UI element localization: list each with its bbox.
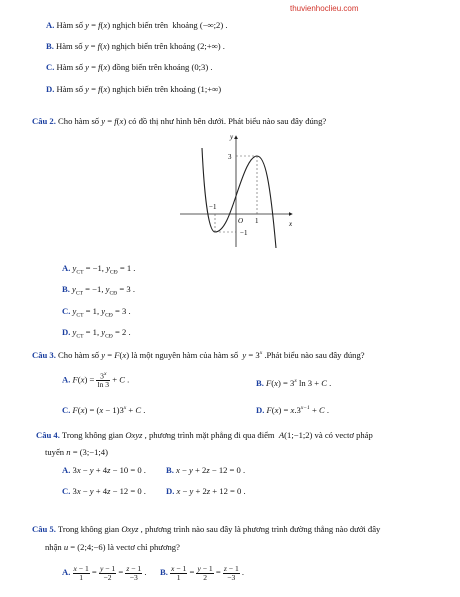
fraction: $\frac{z - 1}{-3}$: [126, 564, 142, 582]
axis-x-label: x: [289, 220, 293, 228]
q5-option-b[interactable]: B. $\frac{x - 1}{1}$ = $\frac{y - 1}{2}$ = $\frac{z - 1}{-3}$ .: [160, 564, 245, 582]
q3-option-d[interactable]: D. $F(x) = x.3^{x-1} + C$ .: [256, 405, 330, 415]
tick-y-neg1: −1: [240, 229, 248, 237]
q3-option-a[interactable]: A. F(x) = $\frac{3^x}{\ln 3}$ + C .: [62, 371, 130, 390]
question-number: Câu 5.: [32, 524, 56, 534]
tick-x-1: 1: [255, 217, 259, 225]
q2-option-b[interactable]: B. $y_{CT} = -1$, $y_{CĐ} = 3$ .: [62, 284, 135, 297]
origin-label: O: [238, 217, 244, 225]
question-5: Câu 5. Trong không gian Oxyz , phương trình nào sau đây là phương trình đường thẳng nào dưới đây: [32, 524, 381, 534]
q1-option-d[interactable]: D. Hàm số y = f(x) nghịch biến trên khoảng (1;+∞): [46, 84, 222, 94]
option-letter: A.: [62, 567, 71, 578]
q1-option-b[interactable]: B. Hàm số y = f(x) nghịch biến trên khoảng (2;+∞) .: [46, 41, 225, 51]
question-2: Câu 2. Cho hàm số y = f(x) có đồ thị như hình bên dưới. Phát biểu nào sau đây đúng?: [32, 116, 327, 126]
fraction: $\frac{z - 1}{-3}$: [223, 564, 239, 582]
fraction: $\frac{3^x}{\ln 3}$: [97, 371, 110, 390]
option-letter: D.: [256, 405, 265, 415]
q2-option-d[interactable]: D. $y_{CT} = 1$, $y_{CĐ} = 2$ .: [62, 327, 131, 340]
q5-option-a[interactable]: A. $\frac{x - 1}{1}$ = $\frac{y - 1}{-2}$ = $\frac{z - 1}{-3}$ .: [62, 564, 147, 582]
option-letter: D.: [62, 327, 71, 337]
question-number: Câu 2.: [32, 116, 56, 126]
question-number: Câu 3.: [32, 350, 56, 360]
q3-option-c[interactable]: C. $F(x) = (x - 1)3^x + C$ .: [62, 405, 146, 415]
q3-option-b[interactable]: B. $F(x) = 3^x$ ln 3 + C .: [256, 378, 332, 388]
q4-option-b[interactable]: B. x − y + 2z − 12 = 0 .: [166, 465, 246, 475]
fraction: $\frac{x - 1}{1}$: [73, 564, 89, 582]
question-number: Câu 4.: [36, 430, 60, 440]
fraction: $\frac{y - 1}{-2}$: [99, 564, 116, 582]
option-letter: B.: [160, 567, 168, 578]
cubic-curve: [202, 148, 276, 248]
question-5-line-2: nhận u = (2;4;−6) là vectơ chỉ phương?: [45, 542, 180, 552]
option-letter: A.: [62, 374, 71, 385]
q1-option-c[interactable]: C. Hàm số y = f(x) đồng biến trên khoảng (0;3) .: [46, 62, 213, 72]
q4-option-c[interactable]: C. 3x − y + 4z − 12 = 0 .: [62, 486, 146, 496]
option-letter: B.: [62, 284, 70, 294]
q4-option-a[interactable]: A. 3x − y + 4z − 10 = 0 .: [62, 465, 146, 475]
option-letter: A.: [62, 465, 71, 475]
function-graph: [178, 130, 298, 250]
tick-x-neg1: −1: [209, 203, 217, 211]
tick-y-3: 3: [228, 153, 232, 161]
option-letter: A.: [46, 20, 55, 30]
q1-option-a[interactable]: A. Hàm số y = f(x) nghịch biến trên khoảng (−∞;2) .: [46, 20, 228, 30]
question-3: Câu 3. Cho hàm số y = F(x) là một nguyên hàm của hàm số $y = 3^x$ .Phát biểu nào sau đây đúng?: [32, 350, 365, 360]
option-letter: D.: [46, 84, 55, 94]
option-letter: B.: [46, 41, 54, 51]
option-letter: C.: [62, 405, 71, 415]
option-letter: D.: [166, 486, 175, 496]
option-letter: C.: [62, 486, 71, 496]
q2-option-a[interactable]: A. $y_{CT} = -1$, $y_{CĐ} = 1$ .: [62, 263, 136, 276]
q4-option-d[interactable]: D. x − y + 2z + 12 = 0 .: [166, 486, 246, 496]
option-letter: B.: [256, 378, 264, 388]
fraction: $\frac{y - 1}{2}$: [197, 564, 213, 582]
option-letter: C.: [46, 62, 55, 72]
fraction: $\frac{x - 1}{1}$: [171, 564, 187, 582]
option-letter: A.: [62, 263, 71, 273]
watermark: thuvienhoclieu.com: [290, 4, 359, 13]
option-letter: C.: [62, 306, 71, 316]
axis-y-label: y: [230, 133, 234, 141]
question-4: Câu 4. Trong không gian Oxyz , phương trình mặt phẳng đi qua điểm A(1;−1;2) và có vectơ pháp: [36, 430, 373, 440]
question-4-line-2: tuyến n = (3;−1;4): [45, 447, 108, 457]
option-letter: B.: [166, 465, 174, 475]
q2-option-c[interactable]: C. $y_{CT} = 1$, $y_{CĐ} = 3$ .: [62, 306, 131, 319]
